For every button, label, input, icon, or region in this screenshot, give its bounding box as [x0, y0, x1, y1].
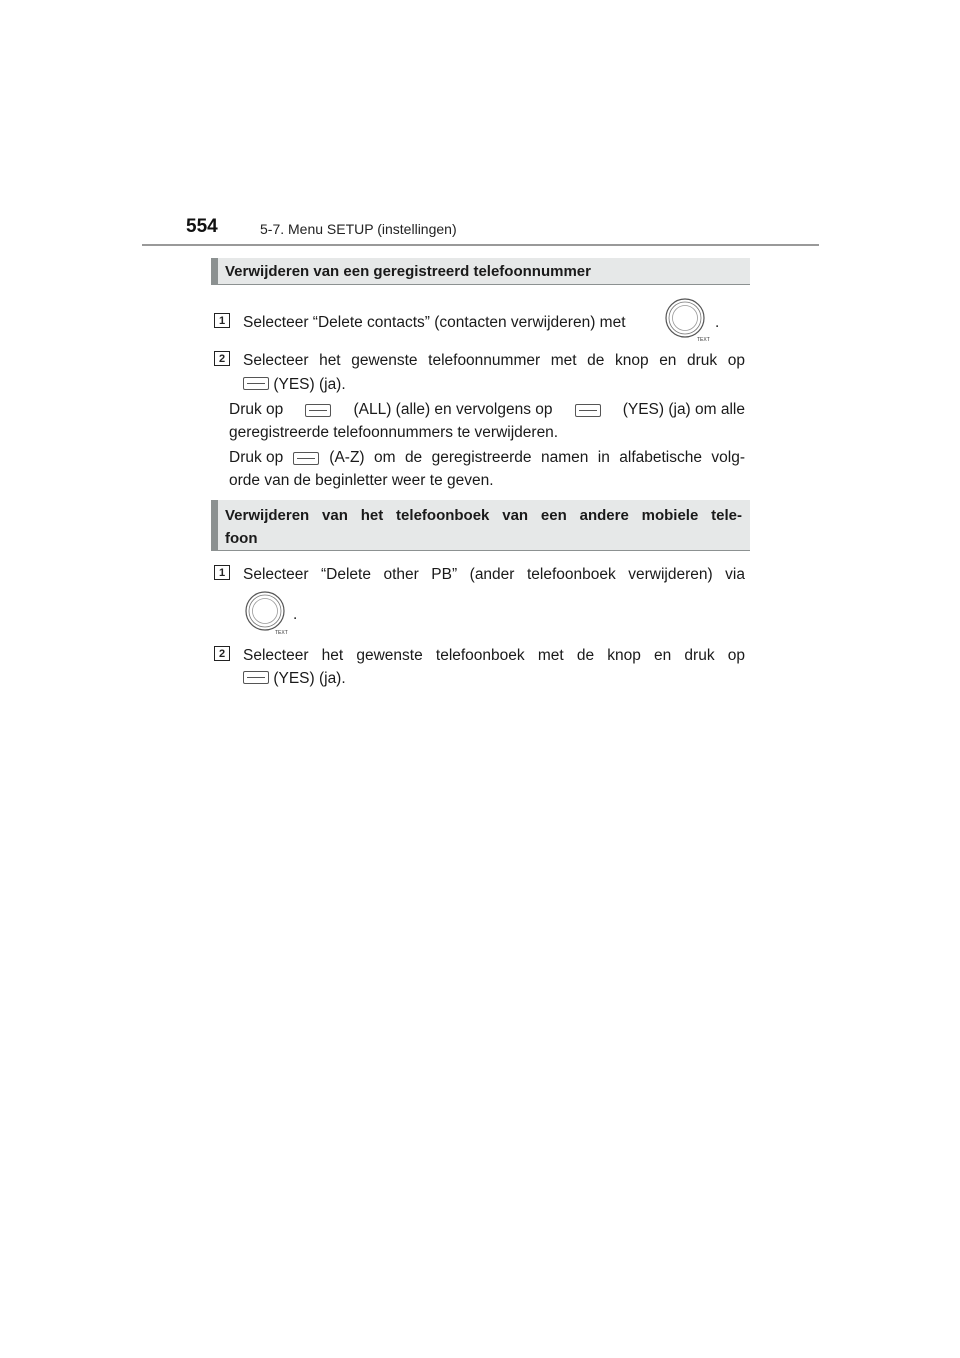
note-1-part-3: (YES) (ja) om alle [622, 401, 745, 418]
section-title: 5-7. Menu SETUP (instellingen) [260, 221, 457, 237]
section-heading-1-label: Verwijderen van een geregistreerd telefoonnummer [225, 263, 591, 280]
page-number: 554 [186, 216, 218, 237]
button-icon [305, 404, 331, 417]
note-1-line-2: geregistreerde telefoonnummers te verwijderen. [229, 424, 559, 441]
button-icon [575, 404, 601, 417]
note-2-line-1 [229, 446, 745, 470]
knob-text-label: TEXT [697, 337, 710, 343]
step-2-line-2: (YES) (ja). [273, 376, 346, 393]
button-icon [243, 671, 269, 684]
note-1-line-1 [229, 398, 745, 422]
header-rule [142, 244, 819, 246]
section-heading-2 [211, 500, 750, 551]
note-1-part-1: Druk op [229, 401, 284, 418]
button-icon [243, 377, 269, 390]
note-2-part-2: (A-Z) om de geregistreerde namen in alfabetische volg- [329, 449, 745, 466]
note-2-line-2: orde van de beginletter weer te geven. [229, 472, 494, 489]
section-accent-bar [211, 258, 218, 284]
tune-knob-icon [243, 590, 291, 636]
button-icon [293, 452, 319, 465]
knob-text-label: TEXT [275, 630, 288, 636]
section-heading-2-line-1: Verwijderen van het telefoonboek van een andere mobiele tele- [225, 507, 742, 524]
step-2-line-1: Selecteer het gewenste telefoonboek met de knop en druk op [243, 647, 745, 664]
tune-knob-icon [663, 297, 711, 343]
note-2-part-1: Druk op [229, 449, 284, 466]
step-2-line-1: Selecteer het gewenste telefoonnummer met de knop en druk op [243, 352, 745, 369]
step-number-2: 2 [214, 351, 230, 366]
section-heading-2-line-2: foon [225, 530, 258, 547]
step-1-period: . [715, 314, 720, 331]
step-number-2: 2 [214, 646, 230, 661]
step-1-text: Selecteer “Delete contacts” (contacten verwijderen) met [243, 314, 626, 331]
note-1-part-2: (ALL) (alle) en vervolgens op [353, 401, 553, 418]
step-number-1: 1 [214, 565, 230, 580]
section-heading-1 [211, 258, 750, 285]
step-number-1: 1 [214, 313, 230, 328]
step-1-line-1: Selecteer “Delete other PB” (ander telefoonboek verwijderen) via [243, 566, 745, 583]
step-1-period: . [293, 606, 298, 623]
step-2-line-2-wrap [243, 373, 745, 397]
step-2-line-2: (YES) (ja). [273, 670, 346, 687]
section-accent-bar [211, 500, 218, 550]
step-2-line-2-wrap [243, 667, 745, 691]
